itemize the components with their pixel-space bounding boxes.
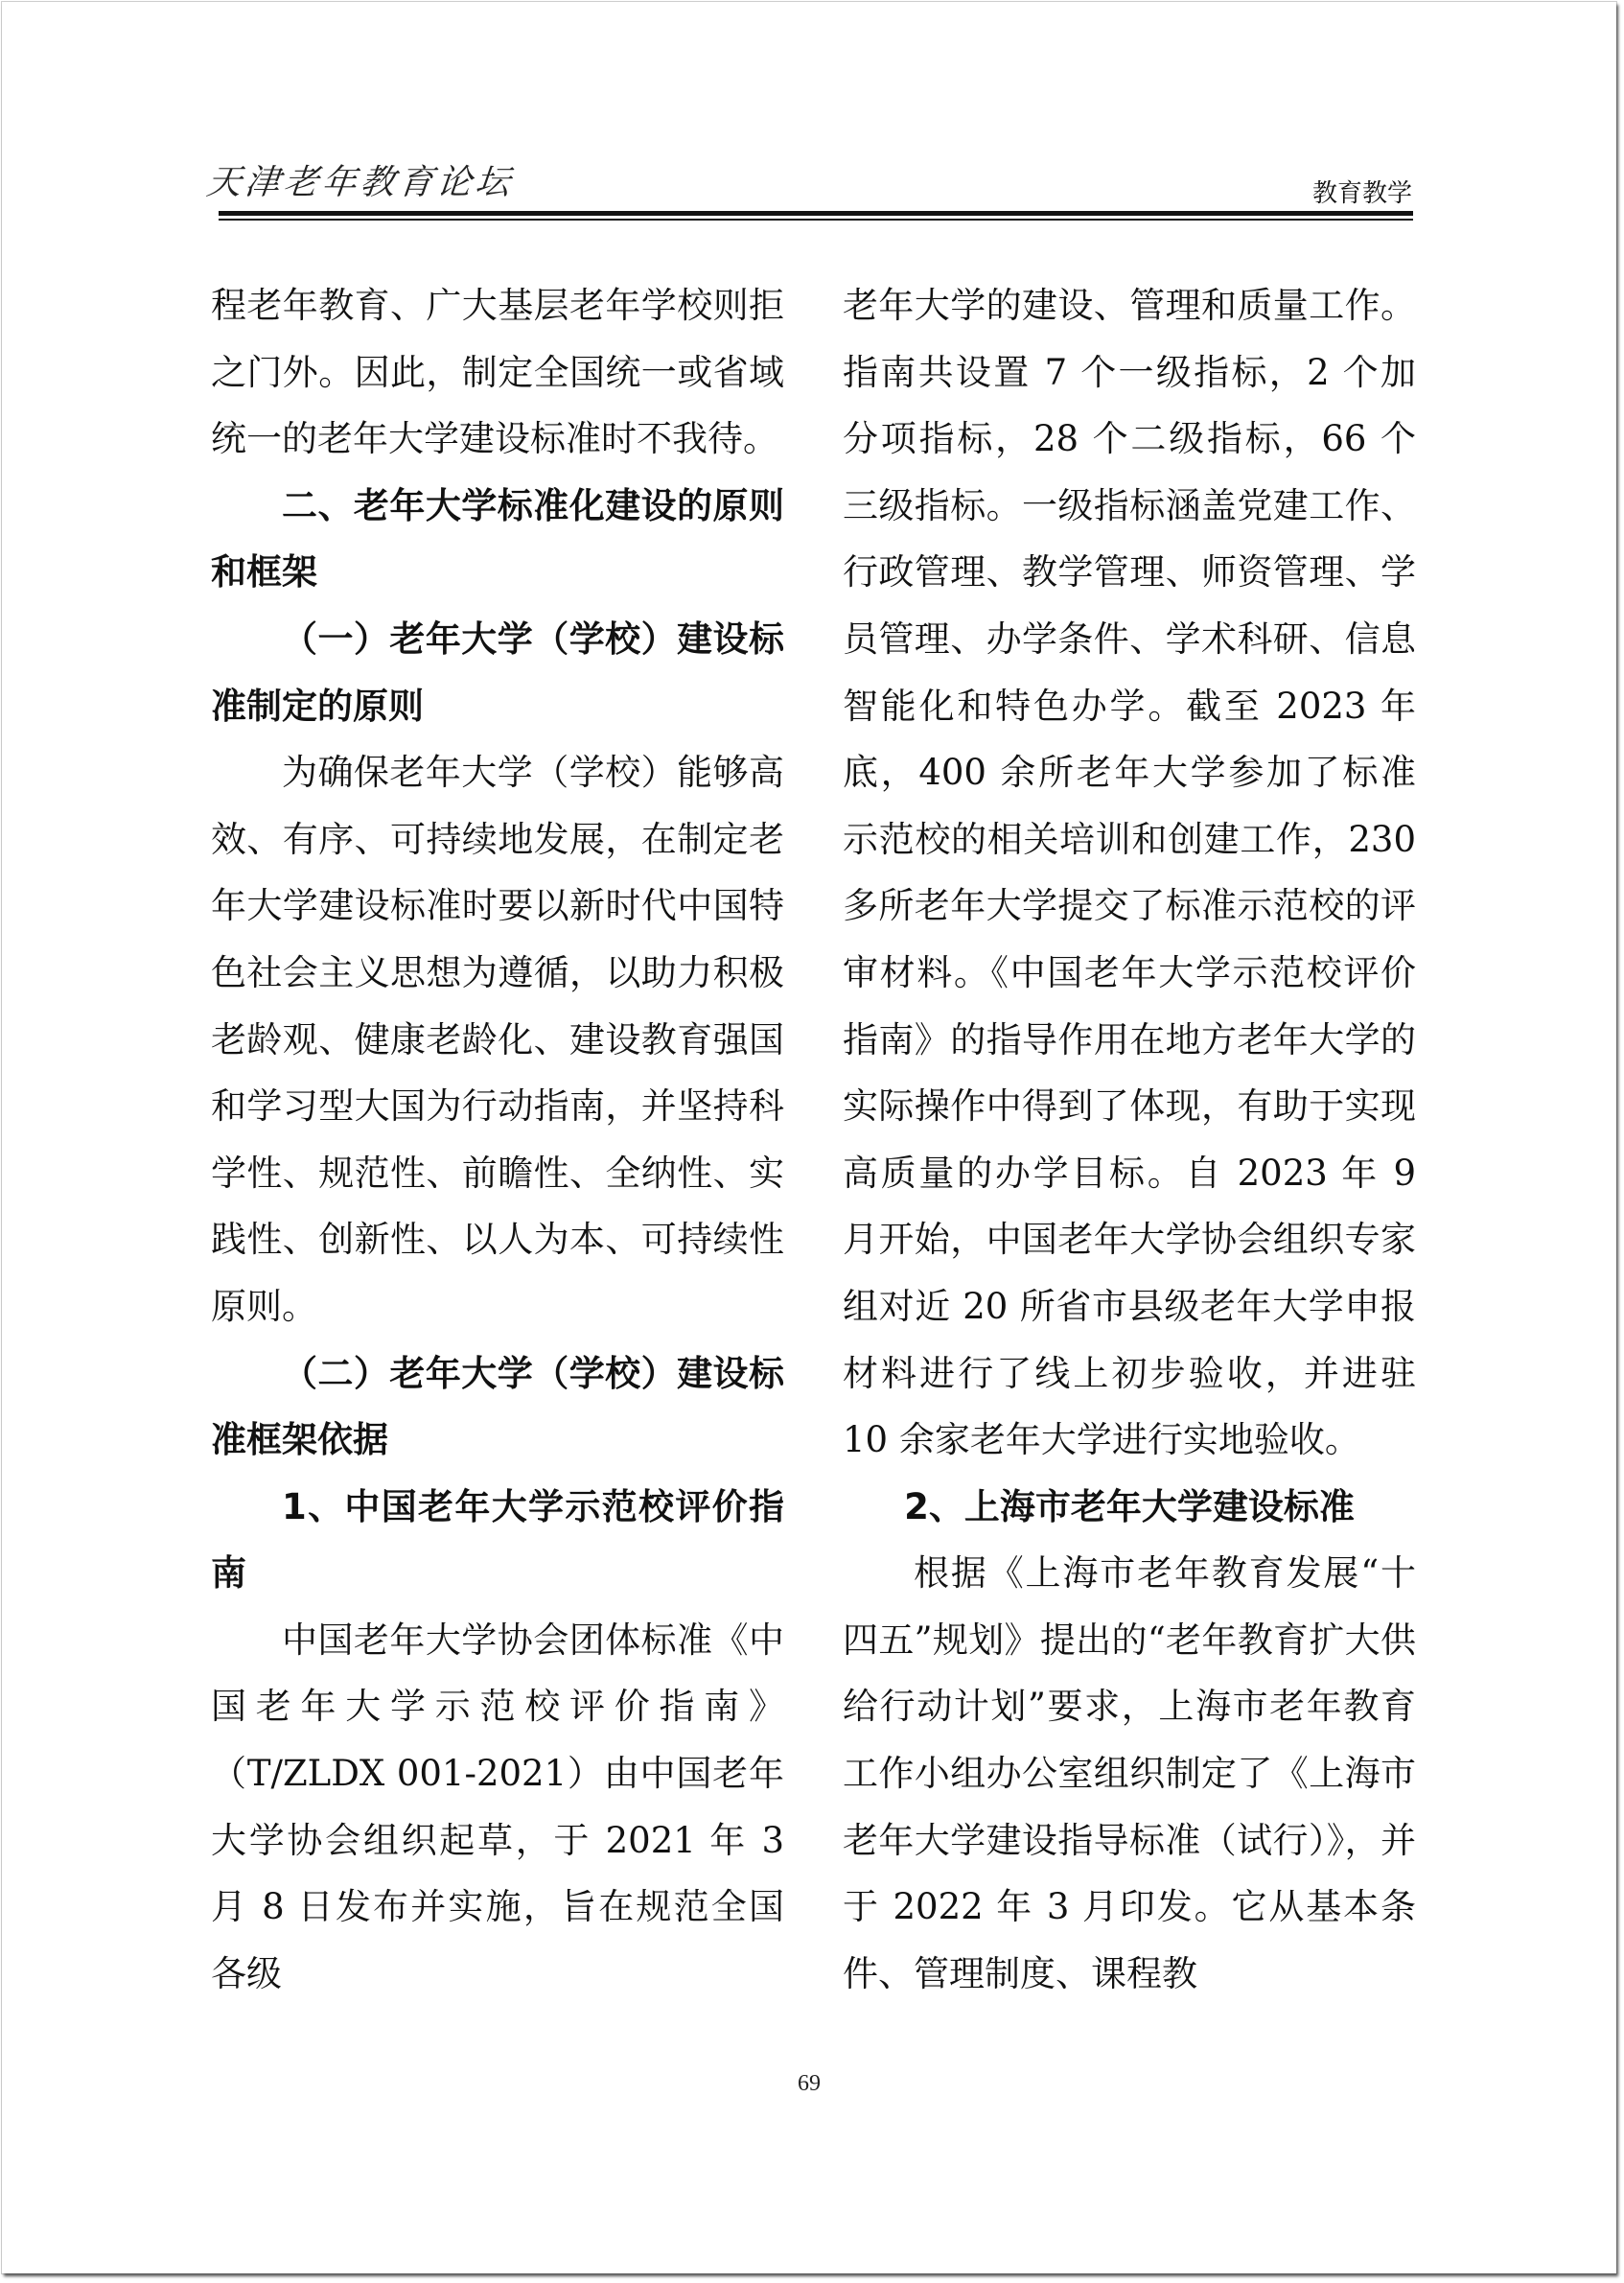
item-heading: 2、上海市老年大学建设标准 bbox=[904, 1485, 1355, 1527]
journal-page bbox=[2, 2, 1616, 2273]
subsection-heading: （一）老年大学（学校）建设标准制定的原则 bbox=[211, 617, 784, 727]
right-column bbox=[843, 272, 1416, 2007]
item-heading: 1、中国老年大学示范校评价指南 bbox=[211, 1485, 784, 1595]
page-number: 69 bbox=[798, 2071, 821, 2096]
subsection-heading: （二）老年大学（学校）建设标准框架依据 bbox=[211, 1352, 784, 1461]
paragraph-continued: 老年大学的建设、管理和质量工作。指南共设置 7 个一级指标，2 个加分项指标，28 个二级指标，66 个三级指标。一级指标涵盖党建工作、行政管理、教学管理、师资管理、学员管理、办学条件、学术科研、信息智能化和特色办学。截至 2023 年底，400 余所老年大学参加了标准示范校的相关培训和创建工作，230 多所老年大学提交了标准示范校的评审材料。《中国老年大学示范校评价指南》的指导作用在地方老年大学的实际操作中得到了体现，有助于实现高质量的办学目标。自 2023 年 9 月开始，中国老年大学协会组织专家组对近 20 所省市县级老年大学申报材料进行了线上初步验收，并进驻 10 余家老年大学进行实地验收。 bbox=[843, 285, 1416, 1461]
journal-masthead: 天津老年教育论坛 bbox=[204, 163, 516, 202]
paragraph: 为确保老年大学（学校）能够高效、有序、可持续地发展，在制定老年大学建设标准时要以新时代中国特色社会主义思想为遵循，以助力积极老龄观、健康老龄化、建设教育强国和学习型大国为行动指南，并坚持科学性、规范性、前瞻性、全纳性、实践性、创新性、以人为本、可持续性原则。 bbox=[211, 752, 784, 1327]
section-tag: 教育教学 bbox=[1311, 179, 1412, 208]
paragraph: 中国老年大学协会团体标准《中国老年大学示范校评价指南》（T/ZLDX 001-2021）由中国老年大学协会组织起草，于 2021 年 3 月 8 日发布并实施，旨在规范全国各级 bbox=[211, 1619, 784, 1994]
header-rule-thin bbox=[219, 219, 1413, 221]
paragraph: 根据《上海市老年教育发展“十四五”规划》提出的“老年教育扩大供给行动计划”要求，上海市老年教育工作小组办公室组织制定了《上海市老年大学建设指导标准（试行）》，并于 2022 年 3 月印发。它从基本条件、管理制度、课程教 bbox=[843, 1552, 1416, 1994]
left-column bbox=[211, 272, 784, 2007]
paragraph-continued: 程老年教育、广大基层老年学校则拒之门外。因此，制定全国统一或省域统一的老年大学建设标准时不我待。 bbox=[211, 285, 784, 460]
header-rule bbox=[219, 211, 1413, 216]
section-heading: 二、老年大学标准化建设的原则和框架 bbox=[211, 484, 784, 594]
